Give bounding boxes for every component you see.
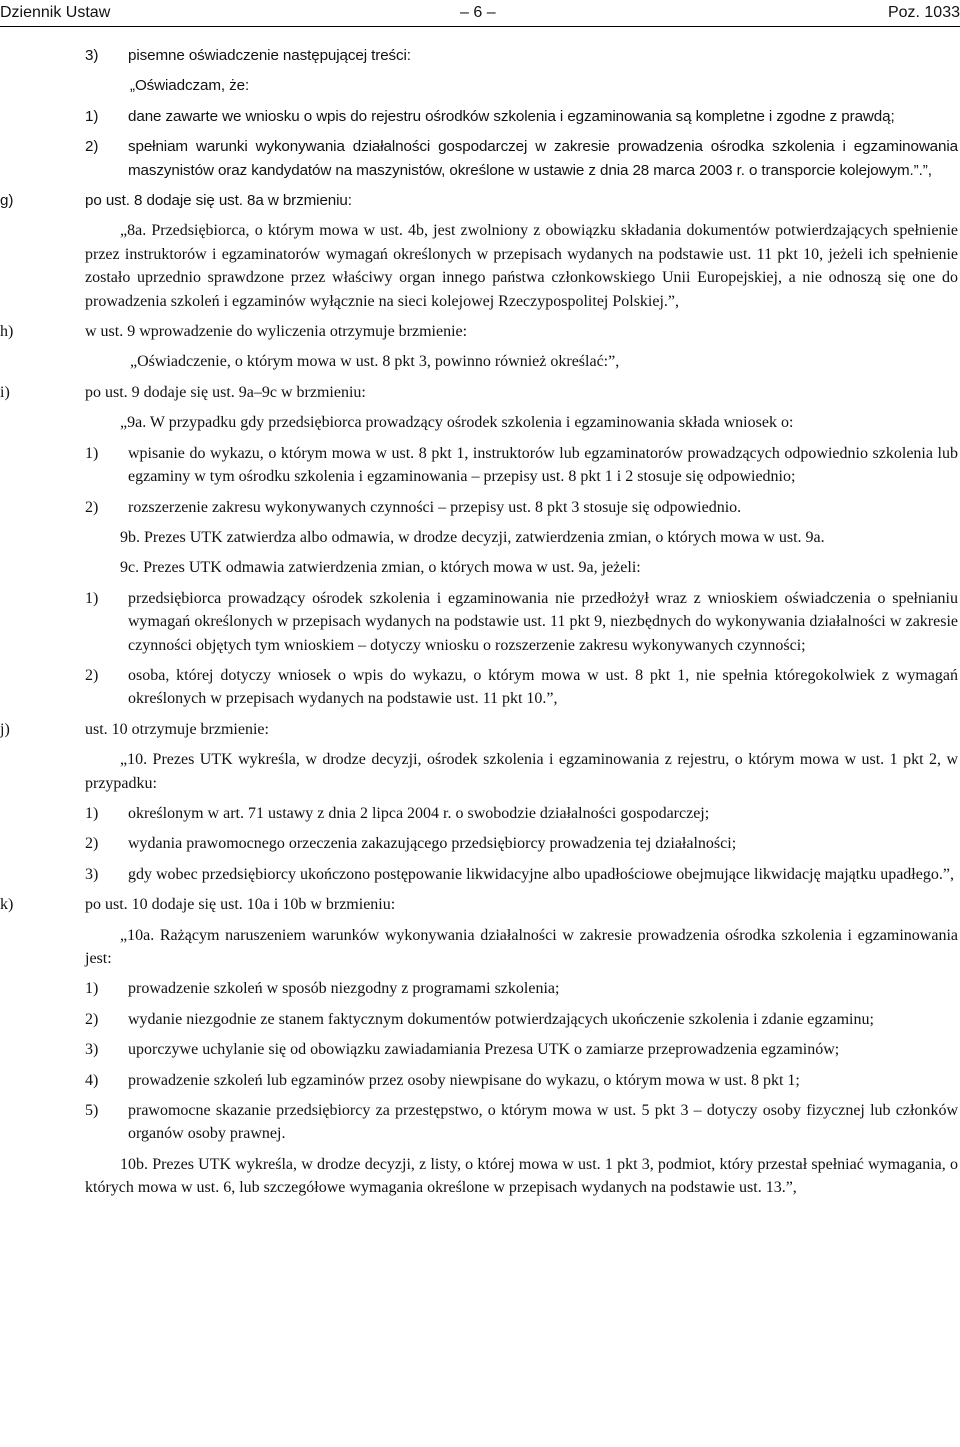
paragraph-b24 [0,977,958,1000]
paragraph-text: „Oświadczam, że: [130,77,250,95]
paragraph-b14 [0,556,958,579]
paragraph-b19 [0,802,958,825]
paragraph-b12 [0,496,958,519]
paragraph-text: określonym w art. 71 ustawy z dnia 2 lipca 2004 r. o swobodzie działalności gospodarczej; [128,804,710,822]
paragraph-text: osoba, której dotyczy wniosek o wpis do wykazu, o którym mowa w ust. 8 pkt 1, nie spełnia któregokolwiek z wymagań określonych w przepisach wydanych na podstawie ust. 11 pkt 10.”, [128,666,958,708]
paragraph-text: ust. 10 otrzymuje brzmienie: [85,720,269,738]
paragraph-text: gdy wobec przedsiębiorcy ukończono postępowanie likwidacyjne albo upadłościowe obejmujące likwidację majątku upadłego.”, [128,865,954,883]
paragraph-text: rozszerzenie zakresu wykonywanych czynności – przepisy ust. 8 pkt 3 stosuje się odpowiednio. [128,498,742,516]
paragraph-text: prowadzenie szkoleń w sposób niezgodny z programami szkolenia; [128,980,560,998]
paragraph-text: „8a. Przedsiębiorca, o którym mowa w ust. 4b, jest zwolniony z obowiązku składania dokumentów potwierdzających spełnienie przez instruktorów i egzaminatorów wymagań określonych w przepisach wydanych na podstawie ust. 11 pkt 10, jeżeli ich spełnienie zostało uprzednio sprawdzone przez właściwy organ innego państwa członkowskiego Unii Europejskiej, a nie odnoszą się one do prowadzenia szkoleń i egzaminów wyłącznie na sieci kolejowej Rzeczypospolitej Polskiej.”, [85,222,958,310]
journal-title: Dziennik Ustaw [0,4,111,21]
paragraph-b17 [0,718,958,741]
paragraph-text: 9b. Prezes UTK zatwierdza albo odmawia, w drodze decyzji, zatwierdzenia zmian, o których mowa w ust. 9a. [120,528,825,546]
paragraph-text: wydania prawomocnego orzeczenia zakazującego przedsiębiorcy prowadzenia tej działalności; [128,835,737,853]
paragraph-b26 [0,1038,958,1061]
paragraph-b18 [0,748,958,795]
paragraph-text: „9a. W przypadku gdy przedsiębiorca prowadzący ośrodek szkolenia i egzaminowania składa wniosek o: [120,414,794,432]
list-number: i) [0,383,10,401]
paragraph-text: spełniam warunki wykonywania działalności gospodarczej w zakresie prowadzenia ośrodka szkolenia i egzaminowania maszynistów oraz kandydatów na maszynistów, określone w ustawie z dnia 28 marca 2003 r. o transporcie kolejowym.”.”, [128,138,958,179]
paragraph-b3 [0,105,958,128]
paragraph-b1 [0,44,958,67]
paragraph-b10 [0,411,958,434]
paragraph-text: 9c. Prezes UTK odmawia zatwierdzenia zmian, o których mowa w ust. 9a, jeżeli: [120,559,641,577]
page-header [0,0,960,27]
list-number: 3) [85,1041,99,1059]
list-number: 2) [85,666,99,684]
paragraph-b22 [0,893,958,916]
paragraph-text: prawomocne skazanie przedsiębiorcy za przestępstwo, o którym mowa w ust. 5 pkt 3 – dotyczy osoby fizycznej lub członków organów osoby prawnej. [128,1102,958,1143]
paragraph-text: po ust. 9 dodaje się ust. 9a–9c w brzmieniu: [85,383,366,401]
paragraph-b6 [0,219,958,313]
paragraph-text: po ust. 10 dodaje się ust. 10a i 10b w brzmieniu: [85,896,396,914]
list-number: 2) [85,138,99,156]
document-body [0,44,958,1207]
paragraph-text: pisemne oświadczenie następującej treści: [128,47,411,64]
paragraph-b21 [0,863,958,886]
paragraph-b8 [0,350,958,373]
paragraph-text: wydanie niezgodnie ze stanem faktycznym dokumentów potwierdzających ukończenie szkolenia i zdanie egzaminu; [128,1010,874,1028]
paragraph-b4 [0,135,958,182]
paragraph-b23 [0,924,958,971]
list-number: j) [0,720,10,738]
paragraph-b28 [0,1099,958,1146]
list-number: 2) [85,835,99,853]
paragraph-b13 [0,526,958,549]
list-number: 1) [85,980,99,998]
paragraph-text: prowadzenie szkoleń lub egzaminów przez osoby niewpisane do wykazu, o którym mowa w ust. 8 pkt 1; [128,1071,800,1089]
paragraph-b16 [0,664,958,711]
paragraph-text: dane zawarte we wniosku o wpis do rejestru ośrodków szkolenia i egzaminowania są kompletne i zgodne z prawdą; [128,107,895,125]
paragraph-b11 [0,442,958,489]
paragraph-text: „10a. Rażącym naruszeniem warunków wykonywania działalności w zakresie prowadzenia ośrodka szkolenia i egzaminowania jest: [85,926,958,967]
paragraph-text: wpisanie do wykazu, o którym mowa w ust. 8 pkt 1, instruktorów lub egzaminatorów prowadzących odpowiednio szkolenia lub egzaminy w tym ośrodku szkolenia i egzaminowania – przepisy ust. 8 pkt 1 i 2 stosuje się odpowiednio; [128,444,958,486]
paragraph-text: „10. Prezes UTK wykreśla, w drodze decyzji, ośrodek szkolenia i egzaminowania z rejestru, o którym mowa w ust. 1 pkt 2, w przypadku: [85,751,958,792]
paragraph-text: w ust. 9 wprowadzenie do wyliczenia otrzymuje brzmienie: [85,323,468,341]
paragraph-b7 [0,320,958,343]
list-number: 1) [85,444,99,462]
paragraph-text: 10b. Prezes UTK wykreśla, w drodze decyzji, z listy, o której mowa w ust. 1 pkt 3, podmiot, który przestał spełniać wymagania, o których mowa w ust. 6, lub szczegółowe wymagania określone w przepisach wydanych na podstawie ust. 13.”, [85,1155,958,1197]
paragraph-b5 [0,189,958,212]
list-number: 2) [85,1010,99,1028]
list-number: 1) [85,107,99,125]
paragraph-b25 [0,1008,958,1031]
list-number: 3) [85,865,99,883]
paragraph-text: po ust. 8 dodaje się ust. 8a w brzmieniu: [85,192,352,210]
list-number: h) [0,323,14,341]
paragraph-b9 [0,381,958,404]
list-number: g) [0,192,14,210]
paragraph-b2 [0,74,958,97]
page-number: – 6 – [460,4,496,21]
paragraph-text: uporczywe uchylanie się od obowiązku zawiadamiania Prezesa UTK o zamiarze przeprowadzenia egzaminów; [128,1041,840,1059]
list-number: 1) [85,589,99,607]
list-number: 1) [85,804,99,822]
list-number: k) [0,896,14,914]
list-number: 4) [85,1071,99,1089]
position-number: Poz. 1033 [887,4,960,21]
list-number: 5) [85,1102,99,1120]
paragraph-text: „Oświadczenie, o którym mowa w ust. 8 pkt 3, powinno również określać:”, [130,353,620,371]
paragraph-b15 [0,587,958,657]
list-number: 3) [85,47,99,64]
paragraph-text: przedsiębiorca prowadzący ośrodek szkolenia i egzaminowania nie przedłożył wraz z wnioskiem oświadczenia o spełnianiu wymagań określonych w przepisach wydanych na podstawie ust. 11 pkt 9, niezbędnych do wykonywania działalności w zakresie czynności objętych tym wnioskiem – dotyczy wniosku o rozszerzenie zakresu wykonywanych czynności; [128,589,958,654]
paragraph-b29 [0,1153,958,1200]
paragraph-b27 [0,1069,958,1092]
list-number: 2) [85,498,99,516]
paragraph-b20 [0,832,958,855]
